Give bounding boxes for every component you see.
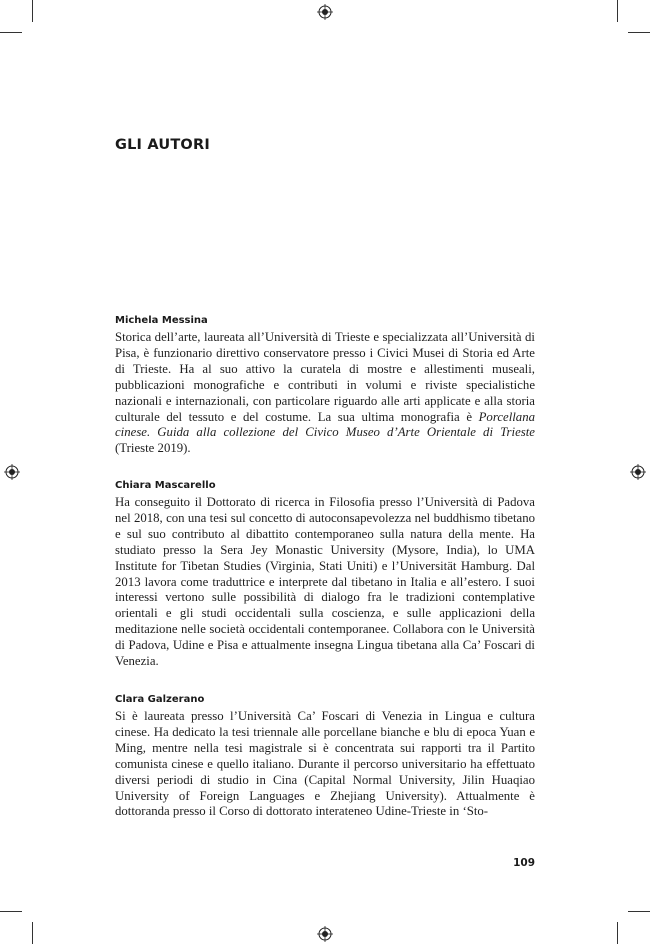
author-description: Ha conseguito il Dottorato di ricerca in Filosofia presso l’Università di Padova nel 2018, con una tesi sul concetto di autoconsapevolezza nel buddhismo tibetano e sul suo contributo al dibattito contemporaneo sulla natura della mente. Ha studiato presso la Sera Jey Monastic University (Mysore, India), lo UMA Institute for Tibetan Studies (Virginia, Stati Uniti) e l’Universität Hamburg. Dal 2013 lavora come traduttrice e interprete dal tibetano in Italia e all’estero. I suoi interessi vertono sulle possibilità di dialogo fra le tradizioni contemplative orientali e gli studi occidentali sulla coscienza, e sulle applicazioni della meditazione nelle società occidentali contemporanee. Collabora con le Università di Padova, Udine e Pisa e attualmente insegna Lingua tibetana alla Ca’ Foscari di Venezia. — [115, 495, 535, 669]
page-number: 109 — [513, 857, 535, 869]
registration-target-icon — [630, 464, 646, 480]
author-name: Michela Messina — [115, 315, 208, 326]
registration-target-icon — [317, 926, 333, 942]
author-description: Si è laureata presso l’Università Ca’ Foscari di Venezia in Lingua e cultura cinese. Ha dedicato la tesi triennale alle porcellane bianche e blu di epoca Yuan e Ming, mentre nella tesi magistrale si è concentrata sui rapporti tra il Partito comunista cinese e quello italiano. Durante il percorso universitario ha effettuato diversi periodi di studio in Cina (Capital Normal University, Jilin Huaqiao University of Foreign Languages e Zhejiang University). Attualmente è dottoranda presso il Corso di dottorato interateneo Udine-Trieste in ‘Sto- — [115, 709, 535, 819]
author-bio — [115, 693, 535, 820]
registration-target-icon — [317, 4, 333, 20]
author-name: Chiara Mascarello — [115, 480, 216, 491]
registration-target-icon — [4, 464, 20, 480]
crop-mark — [628, 32, 650, 33]
author-description: Storica dell’arte, laureata all’Università di Trieste e specializzata all’Università di Pisa, è funzionario direttivo conservatore presso i Civici Musei di Storia ed Arte di Trieste. Ha al suo attivo la curatela di mostre e allestimenti museali, pubblicazioni monografiche e contributi in volumi e riviste specialistiche nazionali e internazionali, con particolare riguardo alle arti applicate e alla storia culturale del tessuto e del costume. La sua ultima monografia è Porcellana cinese. Guida alla collezione del Civico Museo d’Arte Orientale di Trieste (Trieste 2019). — [115, 330, 535, 456]
section-title: GLI AUTORI — [115, 137, 210, 153]
crop-mark — [0, 911, 22, 912]
crop-mark — [628, 911, 650, 912]
book-title: Porcellana cinese. Guida alla collezione del Civico Museo d’Arte Orientale di Trieste — [115, 409, 535, 440]
crop-mark — [32, 922, 33, 944]
crop-mark — [617, 922, 618, 944]
author-bio — [115, 479, 535, 670]
crop-mark — [0, 32, 22, 33]
crop-mark — [32, 0, 33, 22]
crop-mark — [617, 0, 618, 22]
author-name: Clara Galzerano — [115, 694, 205, 705]
author-bio — [115, 314, 535, 457]
